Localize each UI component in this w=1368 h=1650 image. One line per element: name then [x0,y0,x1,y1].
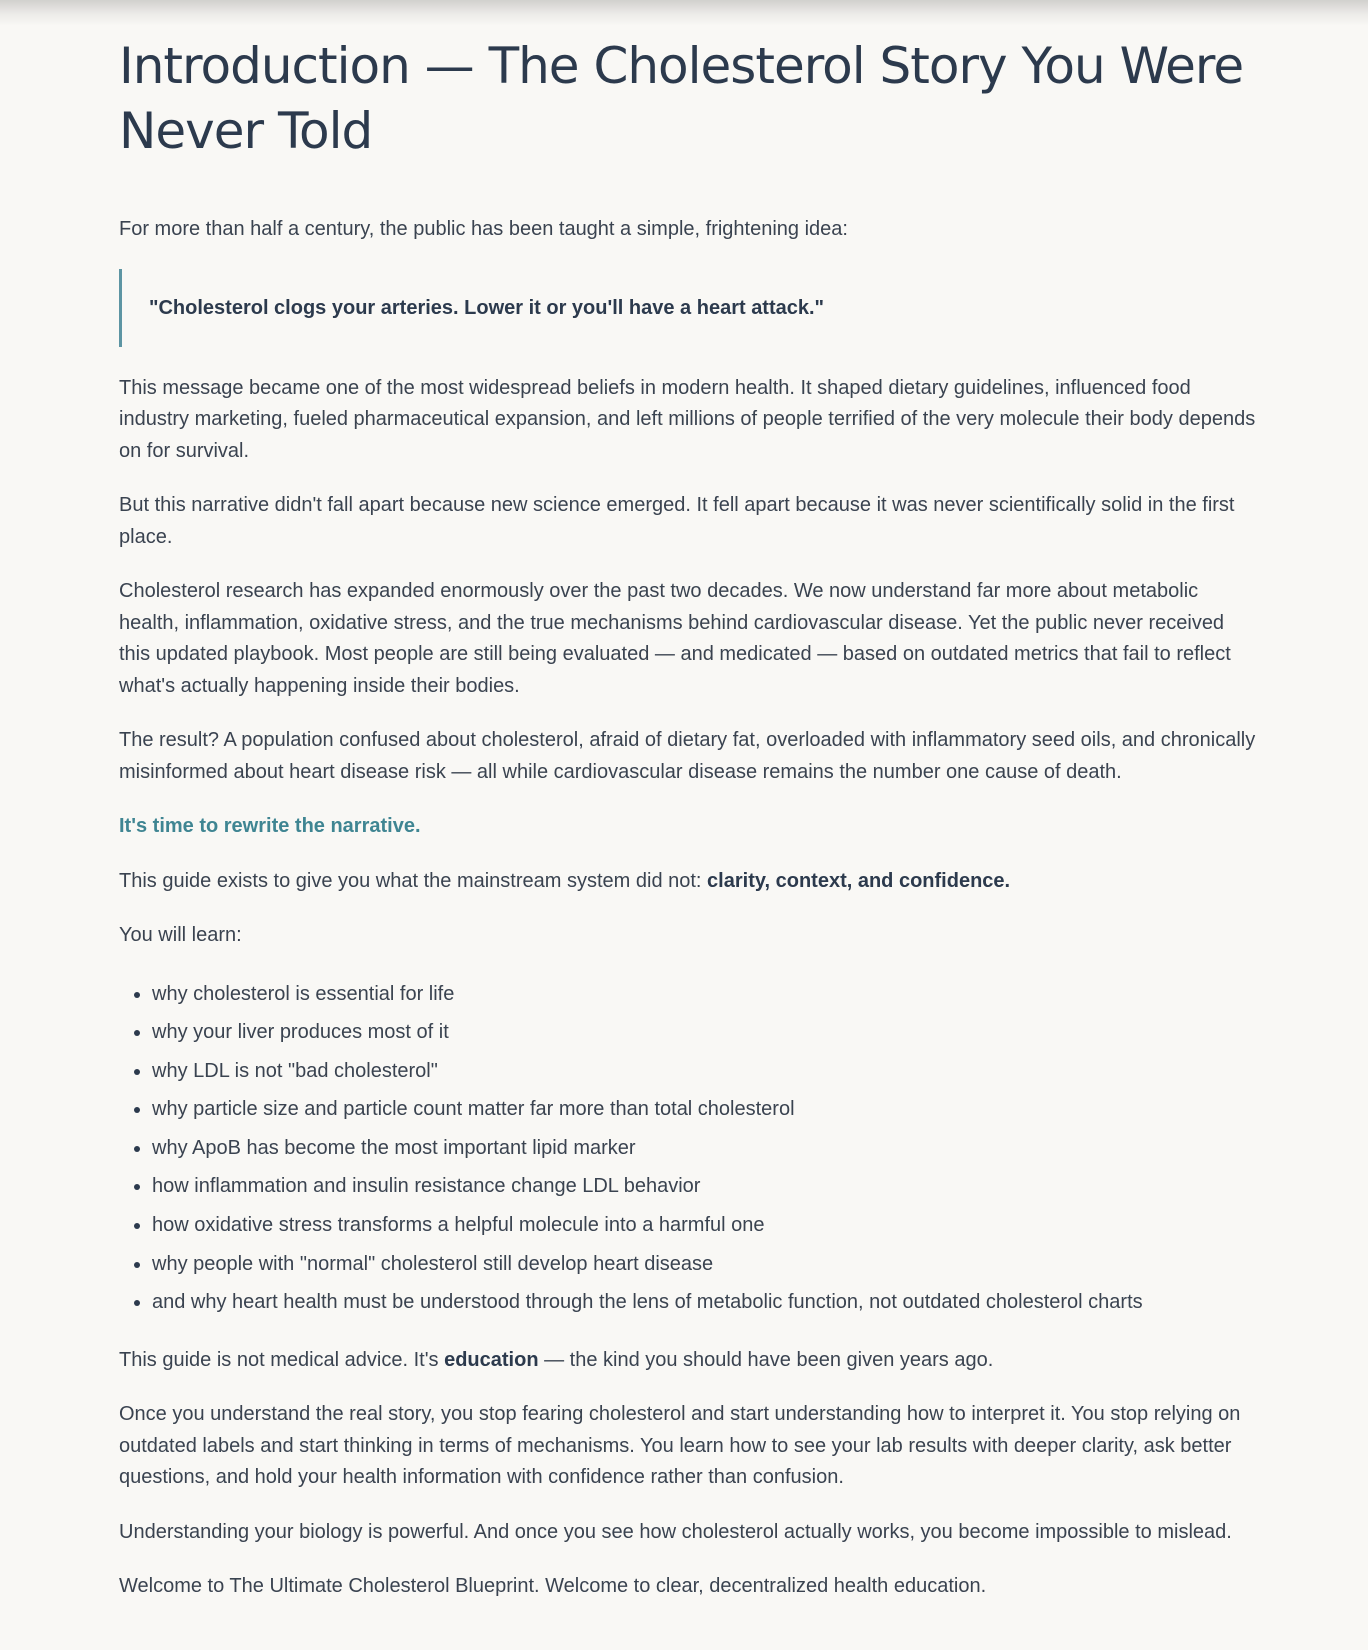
page-title: Introduction — The Cholesterol Story You Were Never Told [119,37,1244,160]
list-item: • why people with "normal" cholesterol still develop heart disease [152,1245,1259,1284]
paragraph-guide [119,866,1259,898]
paragraph-message: This message became one of the most widespread beliefs in modern health. It shaped dietary guidelines, influenced food industry marketing, fueled pharmaceutical expansion, and left millions of people terrified of the very molecule their body depends on for survival. [119,376,1256,462]
disclaimer-before: This guide is not medical advice. It's [119,1348,445,1371]
paragraph-research: Cholesterol research has expanded enormously over the past two decades. We now understand far more about metabolic health, inflammation, oxidative stress, and the true mechanisms behind cardiovascular disease. Yet the public never received this updated playbook. Most people are still being evaluated — and medicated — based on outdated metrics that fail to reflect what's actually happening inside their bodies. [119,580,1231,697]
paragraph-result: The result? A population confused about cholesterol, afraid of dietary fat, overloaded with inflammatory seed oils, and chronically misinformed about heart disease risk — all while cardiovascular disease remains the number one cause of death. [119,729,1256,783]
intro-paragraph: For more than half a century, the public has been taught a simple, frightening idea: [119,218,848,240]
list-item: • why ApoB has become the most important lipid marker [152,1129,1259,1168]
list-item: • how inflammation and insulin resistance change LDL behavior [152,1167,1259,1206]
paragraph-understand: Once you understand the real story, you stop fearing cholesterol and start understanding how to interpret it. You stop relying on outdated labels and start thinking in terms of mechanisms. You learn how to see your lab results with deeper clarity, ask better questions, and hold your health information with confidence rather than confusion. [119,1403,1241,1489]
top-shadow [0,0,1368,26]
article [119,34,1259,1626]
list-item: • how oxidative stress transforms a helpful molecule into a harmful one [152,1206,1259,1245]
list-item: • and why heart health must be understood through the lens of metabolic function, not outdated cholesterol charts [152,1283,1259,1322]
paragraph-biology: Understanding your biology is powerful. And once you see how cholesterol actually works, you become impossible to mislead. [119,1520,1232,1543]
learn-list [119,975,1259,1322]
guide-text: This guide exists to give you what the mainstream system did not: [119,869,708,892]
paragraph-narrative: But this narrative didn't fall apart because new science emerged. It fell apart because it was never scientifically solid in the first place. [119,494,1235,548]
paragraph-disclaimer [119,1345,1259,1377]
accent-heading: It's time to rewrite the narrative. [119,815,421,837]
blockquote: "Cholesterol clogs your arteries. Lower it or you'll have a heart attack." [119,269,1259,347]
list-item: • why cholesterol is essential for life [152,975,1259,1014]
learn-label: You will learn: [119,924,242,946]
disclaimer-bold: education [444,1348,539,1371]
disclaimer-after: — the kind you should have been given years ago. [538,1348,994,1371]
guide-bold: clarity, context, and confidence. [707,869,1011,892]
list-item: • why LDL is not "bad cholesterol" [152,1052,1259,1091]
list-item: • why your liver produces most of it [152,1013,1259,1052]
list-item: • why particle size and particle count matter far more than total cholesterol [152,1090,1259,1129]
paragraph-welcome: Welcome to The Ultimate Cholesterol Blueprint. Welcome to clear, decentralized health education. [119,1575,987,1598]
